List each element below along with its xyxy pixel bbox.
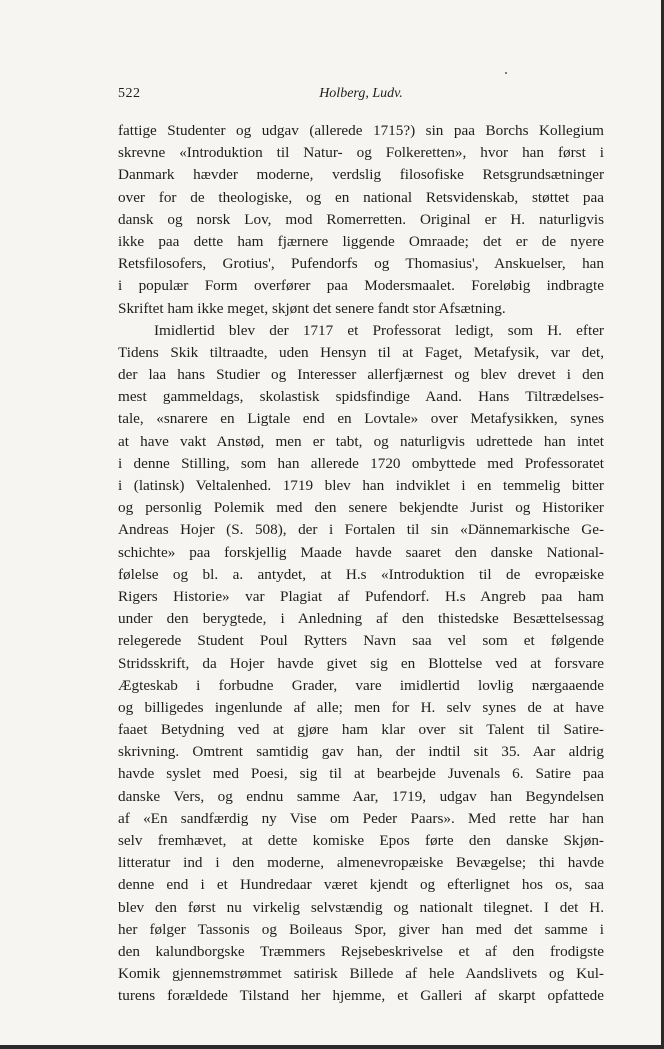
text-line: schichte» paa forskjellig Maade havde saaret den danske National- [118,543,604,561]
text-line: selv fremhævet, at dette komiske Epos førte den danske Skjøn- [118,832,604,849]
text-line: turens forældede Tilstand her hjemme, et Galleri af skarpt opfattede [118,987,604,1005]
running-head: Holberg, Ludv. [319,86,403,101]
text-line: havde syslet med Poesi, sig til at bearbejde Juvenals 6. Satire paa [118,765,604,783]
page-number: 522 [118,86,141,101]
text-line: mest gammeldags, skolastisk spidsfindige Aand. Hans Tiltrædelses- [118,388,604,406]
page-edge-bottom [0,1045,664,1049]
paper-speck [505,72,507,74]
text-line: faaet Betydning ved at gjøre ham klar over sit Talent til Satire- [118,721,604,739]
text-line: tale, «snarere en Ligtale end en Lovtale» over Metafysikken, synes [118,410,604,428]
text-line: her følger Tassonis og Boileaus Spor, giver han med det samme i [118,920,604,938]
text-line: og personlig Polemik med den senere bekjendte Jurist og Historiker [118,499,604,517]
paragraph-start-line: Imidlertid blev der 1717 et Professorat ledigt, som H. efter [154,321,604,339]
text-line: Andreas Hojer (S. 508), der i Fortalen til sin «Dännemarkische Ge- [118,521,604,539]
text-line: Ægteskab i forbudne Grader, vare imidlertid lovlig nærgaaende [118,676,604,694]
text-line: dansk og norsk Lov, mod Romerretten. Original er H. naturligvis [118,210,604,228]
text-line: Rigers Historie» var Plagiat af Pufendorf. H.s Angreb paa ham [118,587,604,605]
text-line: i denne Stilling, som han allerede 1720 ombyttede med Professoratet [118,454,604,472]
body-text [118,120,604,1008]
text-line: skrevne «Introduktion til Natur- og Folkeretten», hvor han først i [118,144,604,162]
text-line: over for de theologiske, og en national Retsvidenskab, støttet paa [118,188,604,206]
page-header [118,86,604,106]
text-line: litteratur ind i den moderne, almenevropæiske Bevægelse; thi havde [118,854,604,872]
text-line: i (latinsk) Veltalenhed. 1719 blev han indviklet i en temmelig bitter [118,477,604,494]
text-line: under den berygtede, i Anledning af den thistedske Besættelsessag [118,610,604,628]
text-line: af «En sandfærdig ny Vise om Peder Paars». Med rette har han [118,809,604,827]
text-line: følelse og bl. a. antydet, at H.s «Introduktion til de evropæiske [118,565,604,583]
text-line: Stridsskrift, da Hojer havde givet sig en Blottelse ved at forsvare [118,654,604,672]
text-line: skrivning. Omtrent samtidig gav han, der indtil sit 35. Aar aldrig [118,743,604,761]
text-line: relegerede Student Poul Rytters Navn saa vel som et følgende [118,632,604,650]
text-line: blev den først nu virkelig selvstændig og nationalt tilegnet. I det H. [118,898,604,916]
text-line: Tidens Skik tiltraadte, uden Hensyn til at Faget, Metafysik, var det, [118,343,604,361]
text-line: Danmark hævder moderne, verdslig filosofiske Retsgrundsætninger [118,166,604,184]
text-line: Skriftet ham ikke meget, skjønt det senere fandt stor Afsætning. [118,299,506,317]
text-line: fattige Studenter og udgav (allerede 1715?) sin paa Borchs Kollegium [118,122,604,139]
text-line: at have vakt Anstød, men er tabt, og naturligvis udrettede han intet [118,432,604,450]
text-line: og billigedes ingenlunde af alle; men for H. selv synes de at have [118,698,604,716]
text-line: Retsfilosofers, Grotius', Pufendorfs og Thomasius', Anskuelser, han [118,255,604,273]
text-line: denne end i et Hundredaar været kjendt og efterlignet hos os, saa [118,876,604,894]
text-line: Komik gjennemstrømmet satirisk Billede af hele Aandslivets og Kul- [118,965,604,983]
text-line: der laa hans Studier og Interesser allerfjærnest og blev drevet i den [118,366,604,384]
text-line: danske Vers, og endnu samme Aar, 1719, udgav han Begyndelsen [118,787,604,805]
text-line: den kalundborgske Træmmers Rejsebeskrivelse et af den frodigste [118,942,604,960]
text-line: ikke paa dette ham fjærnere liggende Omraade; det er de nyere [118,232,604,250]
text-line: i populær Form overfører paa Modersmaalet. Foreløbig indbragte [118,277,604,295]
